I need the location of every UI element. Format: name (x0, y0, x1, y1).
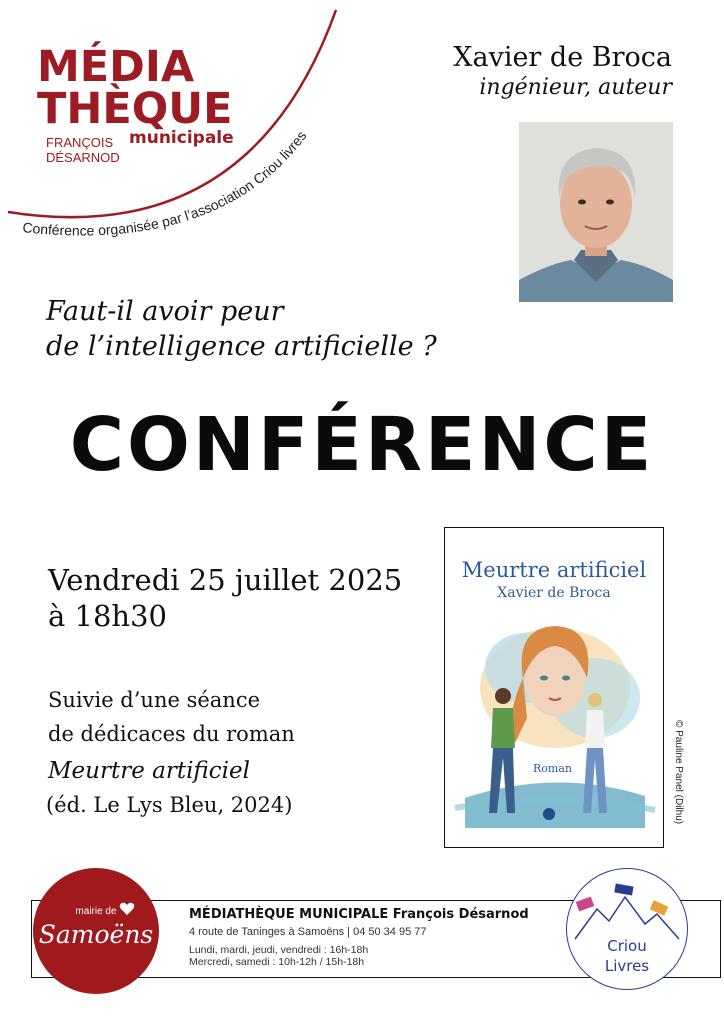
footer-address: 4 route de Taninges à Samoëns | 04 50 34 95 77 (189, 926, 427, 938)
samoens-logo-name: Samoëns (38, 920, 154, 949)
heart-icon (119, 902, 135, 916)
date-line: Vendredi 25 juillet 2025 (48, 563, 403, 597)
question-line-1: Faut-il avoir peur (46, 296, 284, 327)
time-line: à 18h30 (48, 599, 167, 633)
signing-book-title: Meurtre artificiel (48, 758, 250, 784)
book-cover-author: Xavier de Broca (497, 585, 611, 601)
book-cover (444, 527, 664, 848)
signing-line-2: de dédicaces du roman (48, 722, 295, 746)
criou-livres-logo (566, 868, 688, 990)
samoens-logo-small: mairie de (75, 906, 117, 917)
criou-line-2: Livres (604, 957, 650, 975)
logo-municipale: municipale (129, 128, 234, 148)
photo-credit (670, 720, 690, 850)
book-cover-genre: Roman (533, 762, 572, 775)
photo-credit-text: © Pauline Panel (Dilhu) (673, 720, 684, 825)
logo-first-name: FRANÇOIS (46, 135, 114, 150)
organizer-arc (0, 0, 400, 260)
arc-line (8, 10, 336, 217)
footer-hours-2: Mercredi, samedi : 10h-12h / 15h-18h (189, 956, 365, 968)
logo-line-media: MÉDIA (37, 42, 195, 92)
samoens-logo (33, 868, 159, 994)
book-cover-title: Meurtre artificiel (461, 558, 647, 582)
criou-line-1: Criou (607, 937, 647, 955)
footer-hours-1: Lundi, mardi, jeudi, vendredi : 16h-18h (189, 944, 369, 956)
headline: CONFÉRENCE (69, 402, 655, 488)
author-role: ingénieur, auteur (479, 75, 672, 100)
logo-last-name: DÉSARNOD (46, 150, 120, 165)
footer-name: MÉDIATHÈQUE MUNICIPALE François Désarnod (189, 907, 529, 922)
signing-publisher: (éd. Le Lys Bleu, 2024) (46, 793, 293, 817)
logo-line-theque: THÈQUE (37, 84, 233, 134)
organizer-text: Conférence organisée par l’association Criou livres (21, 127, 310, 239)
author-name: Xavier de Broca (453, 42, 672, 73)
author-photo (519, 122, 673, 302)
question-line-2: de l’intelligence artificielle ? (46, 331, 437, 362)
signing-line-1: Suivie d’une séance (48, 688, 261, 712)
